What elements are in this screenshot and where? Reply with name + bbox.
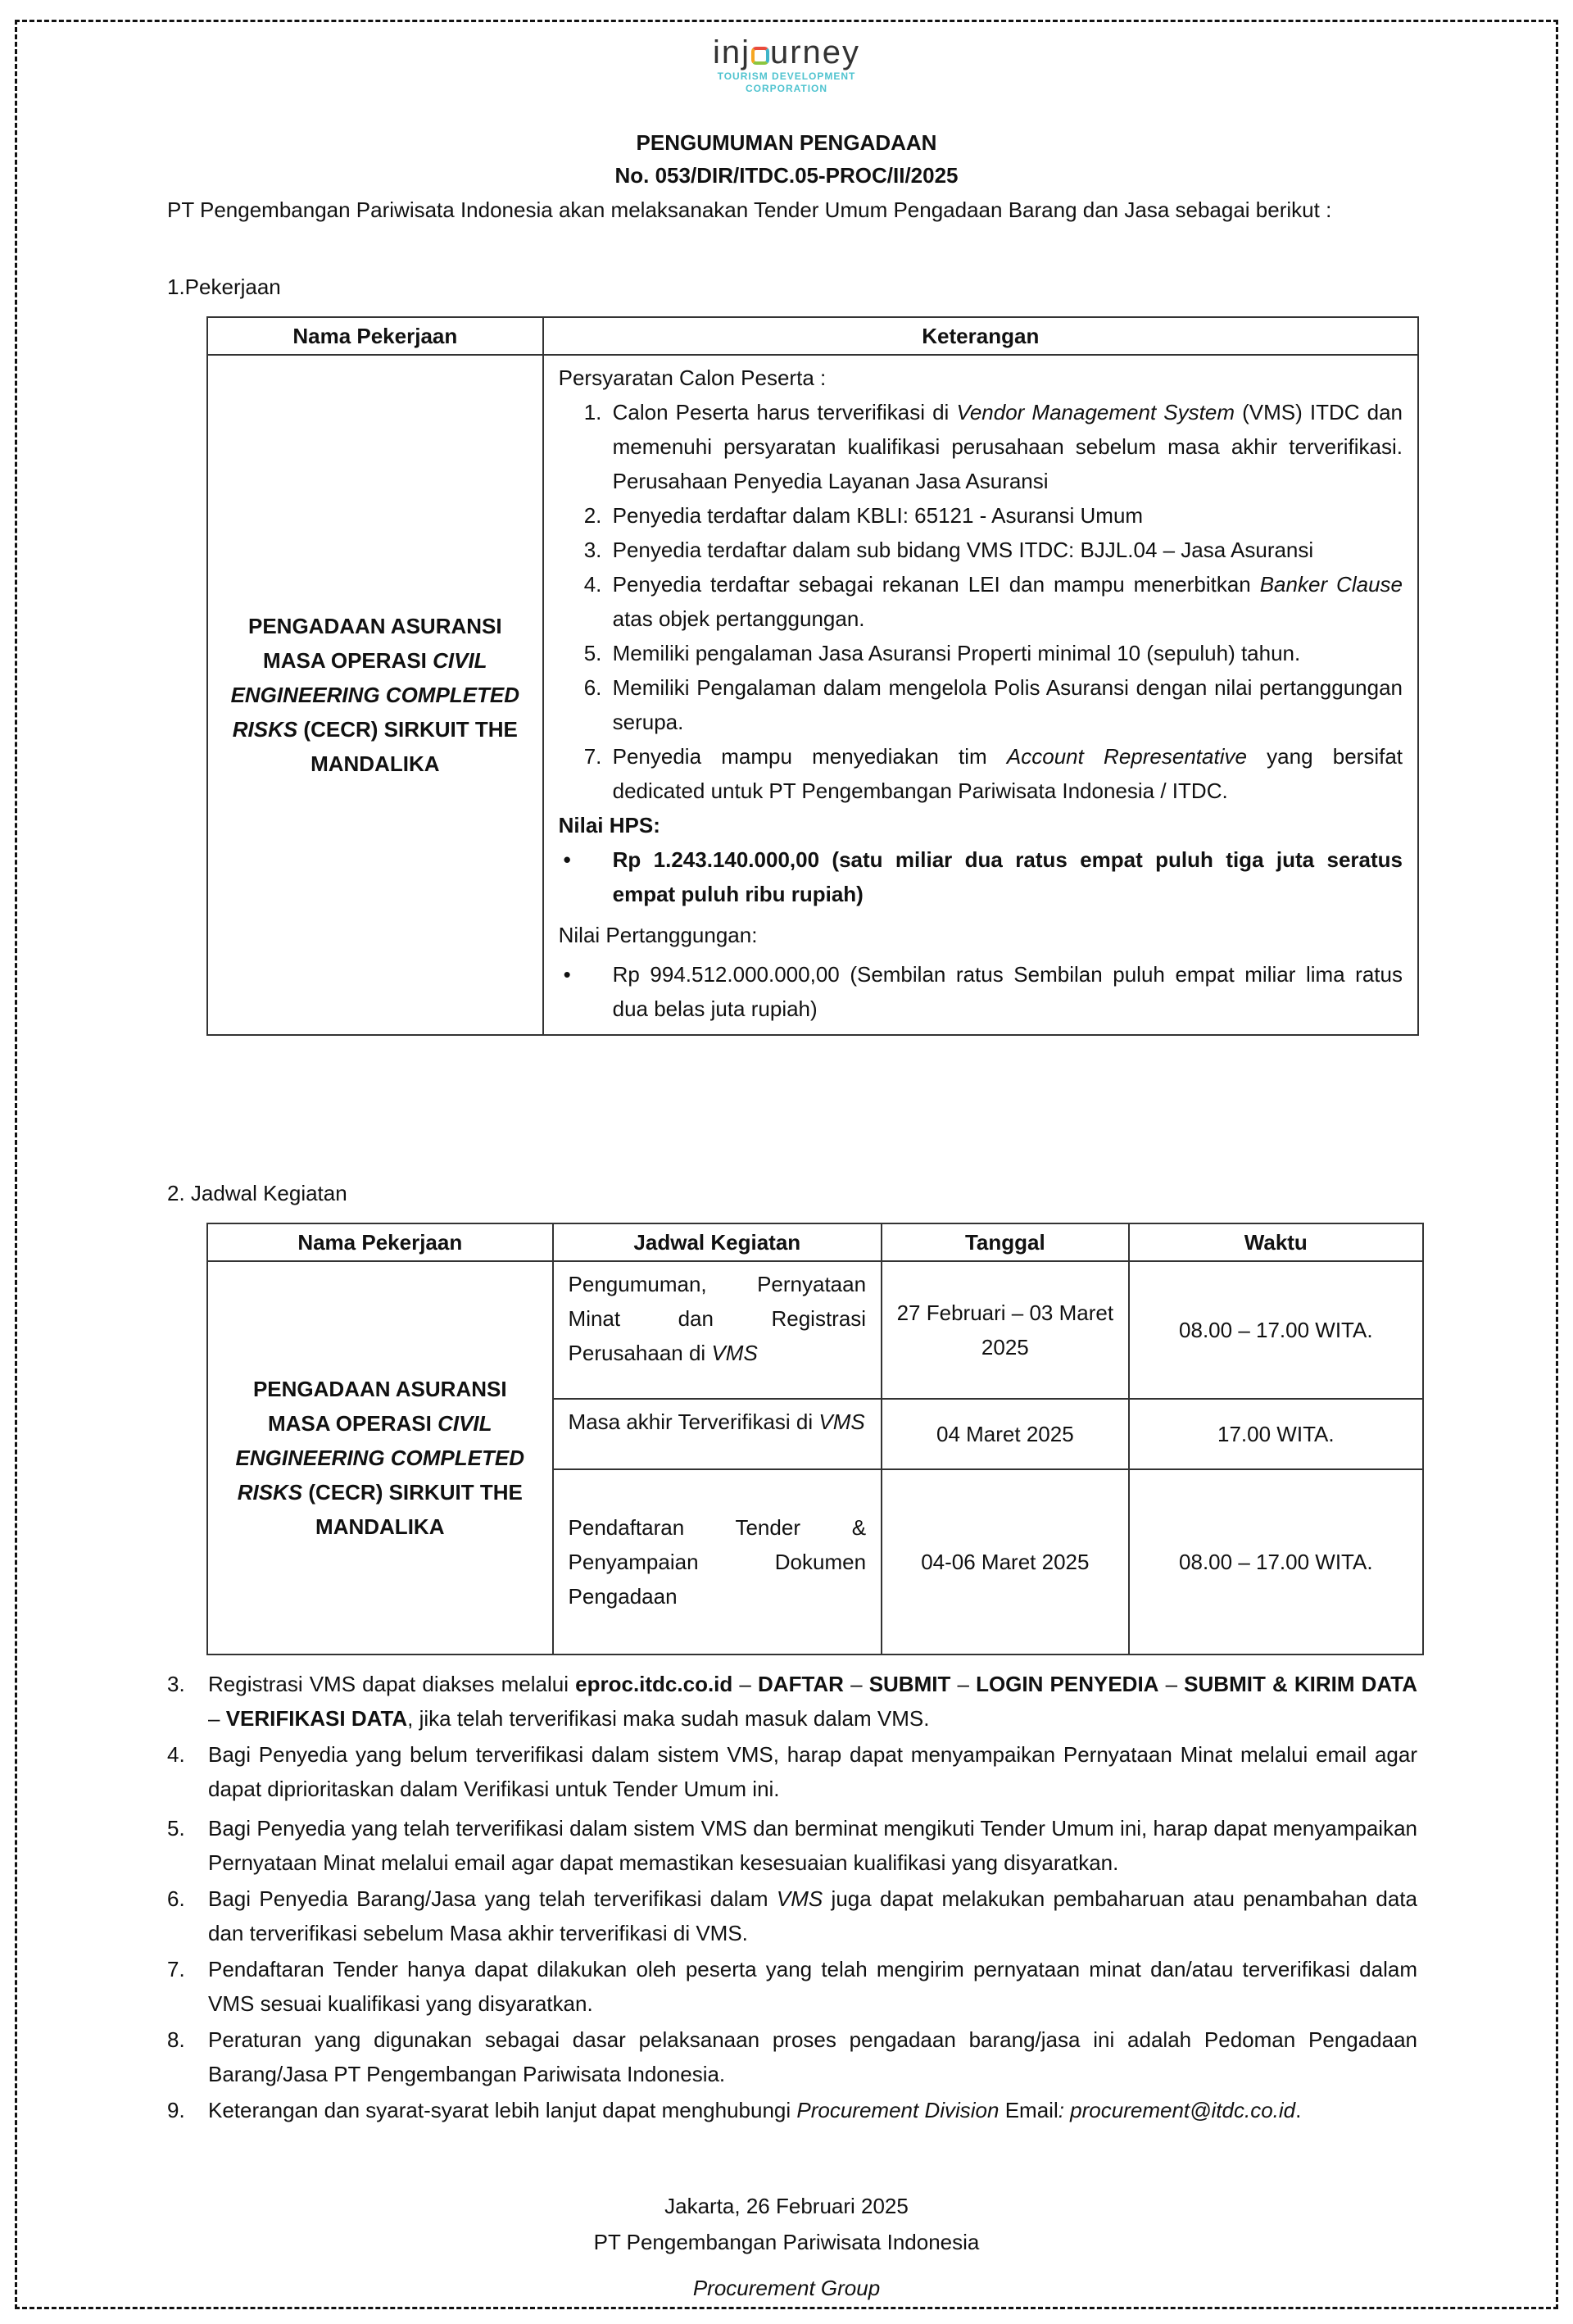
note-number: 6. bbox=[167, 1886, 185, 1911]
logo-subtitle-line1: TOURISM DEVELOPMENT bbox=[717, 70, 856, 82]
note-text: – bbox=[950, 1672, 977, 1696]
req-text: Penyedia mampu menyediakan tim bbox=[612, 744, 1007, 769]
column-header-tanggal: Tanggal bbox=[882, 1223, 1129, 1261]
note-text: – bbox=[843, 1672, 869, 1696]
note-text: Registrasi VMS dapat diakses melalui bbox=[208, 1672, 576, 1696]
job-name-part2: (CECR) SIRKUIT THE MANDALIKA bbox=[302, 1480, 523, 1539]
hps-list bbox=[559, 842, 1403, 911]
note-item bbox=[167, 2022, 1417, 2091]
signature-place-date: Jakarta, 26 Februari 2025 bbox=[664, 2194, 909, 2218]
req-text: Penyedia terdaftar dalam sub bidang VMS ITDC: BJJL.04 – Jasa Asuransi bbox=[612, 538, 1314, 562]
bullet-icon: • bbox=[563, 847, 571, 872]
section-2-heading: 2. Jadwal Kegiatan bbox=[167, 1181, 347, 1205]
req-italic: Vendor Management System bbox=[956, 400, 1235, 424]
requirement-item bbox=[608, 636, 1403, 670]
req-text: Memiliki pengalaman Jasa Asuransi Properti minimal 10 (sepuluh) tahun. bbox=[612, 641, 1301, 665]
eproc-link[interactable]: eproc.itdc.co.id bbox=[575, 1672, 733, 1696]
step-verifikasi-data: VERIFIKASI DATA bbox=[225, 1706, 408, 1731]
req-text: (VMS) ITDC dan memenuhi persyaratan kualifikasi perusahaan sebelum masa akhir terverifikasi. Perusahaan Penyedia Layanan Jasa Asuransi bbox=[612, 400, 1403, 493]
signature-unit: Procurement Group bbox=[692, 2276, 881, 2300]
activity-text: Pengumuman, Pernyataan Minat dan Registrasi Perusahaan di bbox=[568, 1272, 867, 1365]
procurement-email-link[interactable]: : procurement@itdc.co.id bbox=[1058, 2098, 1296, 2122]
requirement-item bbox=[608, 498, 1403, 533]
note-text: . bbox=[1295, 2098, 1302, 2122]
signature-company: PT Pengembangan Pariwisata Indonesia bbox=[593, 2230, 980, 2254]
injourney-logo bbox=[688, 34, 885, 95]
activity-text: Masa akhir Terverifikasi di bbox=[568, 1409, 819, 1434]
activity-cell bbox=[553, 1469, 882, 1654]
date-cell: 27 Februari – 03 Maret 2025 bbox=[882, 1261, 1129, 1399]
requirement-item bbox=[608, 567, 1403, 636]
bullet-icon: • bbox=[563, 962, 571, 987]
note-text: Bagi Penyedia Barang/Jasa yang telah terverifikasi dalam bbox=[208, 1886, 777, 1911]
requirements-cell bbox=[543, 355, 1418, 1035]
req-text: yang bersifat dedicated untuk PT Pengembangan Pariwisata Indonesia / ITDC. bbox=[612, 744, 1403, 803]
job-name-italic: CIVIL ENGINEERING COMPLETED RISKS bbox=[230, 648, 520, 742]
coverage-value-text: Rp 994.512.000.000,00 (Sembilan ratus Sembilan puluh empat miliar lima ratus dua belas juta rupiah) bbox=[612, 962, 1403, 1021]
step-submit: SUBMIT bbox=[868, 1672, 951, 1696]
hps-label: Nilai HPS: bbox=[558, 813, 660, 837]
coverage-list bbox=[559, 957, 1403, 1026]
note-text: Pendaftaran Tender hanya dapat dilakukan oleh peserta yang telah mengirim pernyataan minat dan/atau terverifikasi dalam VMS sesuai kualifikasi yang disyaratkan. bbox=[208, 1957, 1417, 2016]
job-requirements-table bbox=[206, 316, 1419, 1036]
step-login-penyedia: LOGIN PENYEDIA bbox=[976, 1672, 1159, 1696]
job-name-part2: (CECR) SIRKUIT THE MANDALIKA bbox=[297, 717, 518, 776]
req-text: Calon Peserta harus terverifikasi di bbox=[612, 400, 957, 424]
time-cell: 17.00 WITA. bbox=[1129, 1399, 1423, 1469]
logo-colored-ring-icon bbox=[751, 47, 769, 65]
hps-value-text: Rp 1.243.140.000,00 (satu miliar dua ratus empat puluh tiga juta seratus empat puluh ribu rupiah) bbox=[612, 847, 1403, 906]
note-number: 8. bbox=[167, 2027, 185, 2052]
coverage-label: Nilai Pertanggungan: bbox=[558, 923, 758, 947]
job-name-cell bbox=[207, 355, 543, 1035]
hps-value bbox=[563, 842, 1403, 911]
date-cell: 04-06 Maret 2025 bbox=[882, 1469, 1129, 1654]
logo-wordmark-pre: inj bbox=[712, 34, 750, 70]
note-number: 3. bbox=[167, 1672, 185, 1696]
requirements-list bbox=[559, 395, 1403, 808]
note-number: 5. bbox=[167, 1816, 185, 1841]
notes-list bbox=[167, 1667, 1417, 2129]
column-header-nama-pekerjaan: Nama Pekerjaan bbox=[207, 1223, 553, 1261]
note-text: Bagi Penyedia yang belum terverifikasi dalam sistem VMS, harap dapat menyampaikan Pernyataan Minat melalui email agar dapat diprioritaskan dalam Verifikasi untuk Tender Umum ini. bbox=[208, 1742, 1417, 1801]
column-header-nama-pekerjaan: Nama Pekerjaan bbox=[207, 317, 543, 355]
note-text: Email bbox=[999, 2098, 1058, 2122]
req-text: atas objek pertanggungan. bbox=[612, 606, 865, 631]
note-item bbox=[167, 1952, 1417, 2021]
step-daftar: DAFTAR bbox=[758, 1672, 844, 1696]
requirements-label: Persyaratan Calon Peserta : bbox=[558, 365, 827, 390]
logo-wordmark bbox=[688, 34, 885, 70]
requirement-item bbox=[608, 739, 1403, 808]
table-row bbox=[207, 355, 1418, 1035]
job-name-italic: CIVIL ENGINEERING COMPLETED RISKS bbox=[235, 1411, 524, 1505]
column-header-waktu: Waktu bbox=[1129, 1223, 1423, 1261]
requirement-item bbox=[608, 395, 1403, 498]
note-number: 7. bbox=[167, 1957, 185, 1981]
note-item bbox=[167, 1811, 1417, 1880]
note-text: , jika telah terverifikasi maka sudah masuk dalam VMS. bbox=[407, 1706, 930, 1731]
note-italic: Procurement Division bbox=[796, 2098, 1000, 2122]
note-item bbox=[167, 1737, 1417, 1806]
note-item bbox=[167, 1881, 1417, 1950]
logo-wordmark-post: urney bbox=[769, 34, 861, 70]
table-row bbox=[207, 1261, 1423, 1399]
step-submit-kirim-data: SUBMIT & KIRIM DATA bbox=[1184, 1672, 1417, 1696]
schedule-table bbox=[206, 1223, 1424, 1655]
column-header-keterangan: Keterangan bbox=[543, 317, 1418, 355]
note-text: Keterangan dan syarat-syarat lebih lanjut dapat menghubungi bbox=[208, 2098, 797, 2122]
note-text: – bbox=[208, 1706, 226, 1731]
activity-text: Pendaftaran Tender & Penyampaian Dokumen Pengadaan bbox=[568, 1515, 867, 1609]
coverage-value bbox=[563, 957, 1403, 1026]
section-1-heading: 1.Pekerjaan bbox=[167, 275, 281, 299]
date-cell: 04 Maret 2025 bbox=[882, 1399, 1129, 1469]
logo-subtitle-line2: CORPORATION bbox=[745, 83, 828, 94]
activity-italic: VMS bbox=[711, 1341, 758, 1365]
note-number: 4. bbox=[167, 1742, 185, 1767]
note-text: – bbox=[732, 1672, 759, 1696]
table-header-row bbox=[207, 1223, 1423, 1261]
req-text: Penyedia terdaftar dalam KBLI: 65121 - Asuransi Umum bbox=[612, 503, 1144, 528]
table-header-row bbox=[207, 317, 1418, 355]
job-name-cell bbox=[207, 1261, 553, 1654]
job-name-part1: PENGADAAN ASURANSI MASA OPERASI bbox=[247, 614, 502, 673]
announcement-title: PENGUMUMAN PENGADAAN bbox=[636, 130, 937, 155]
job-name-part1: PENGADAAN ASURANSI MASA OPERASI bbox=[252, 1377, 507, 1436]
intro-paragraph: PT Pengembangan Pariwisata Indonesia akan melaksanakan Tender Umum Pengadaan Barang dan Jasa sebagai berikut : bbox=[167, 197, 1332, 222]
req-text: Memiliki Pengalaman dalam mengelola Polis Asuransi dengan nilai pertanggungan serupa. bbox=[612, 675, 1403, 734]
note-number: 9. bbox=[167, 2098, 185, 2122]
req-italic: Banker Clause bbox=[1259, 572, 1403, 597]
time-cell: 08.00 – 17.00 WITA. bbox=[1129, 1469, 1423, 1654]
note-item bbox=[167, 1667, 1417, 1736]
column-header-jadwal-kegiatan: Jadwal Kegiatan bbox=[553, 1223, 882, 1261]
note-item bbox=[167, 2093, 1417, 2127]
requirement-item bbox=[608, 533, 1403, 567]
note-italic: VMS bbox=[776, 1886, 823, 1911]
time-cell: 08.00 – 17.00 WITA. bbox=[1129, 1261, 1423, 1399]
note-text: Bagi Penyedia yang telah terverifikasi dalam sistem VMS dan berminat mengikuti Tender Umum ini, harap dapat menyampaikan Pernyataan Minat melalui email agar dapat memastikan kesesuaian kualifikasi yang disyaratkan. bbox=[208, 1816, 1417, 1875]
announcement-number: No. 053/DIR/ITDC.05-PROC/II/2025 bbox=[614, 163, 959, 188]
note-text: juga dapat melakukan pembaharuan atau penambahan data dan terverifikasi sebelum Masa akhir terverifikasi di VMS. bbox=[208, 1886, 1417, 1945]
req-text: Penyedia terdaftar sebagai rekanan LEI dan mampu menerbitkan bbox=[612, 572, 1260, 597]
note-text: – bbox=[1158, 1672, 1185, 1696]
requirement-item bbox=[608, 670, 1403, 739]
activity-cell bbox=[553, 1261, 882, 1399]
note-text: Peraturan yang digunakan sebagai dasar pelaksanaan proses pengadaan barang/jasa ini adalah Pedoman Pengadaan Barang/Jasa PT Pengembangan Pariwisata Indonesia. bbox=[208, 2027, 1417, 2086]
activity-italic: VMS bbox=[818, 1409, 865, 1434]
req-italic: Account Representative bbox=[1006, 744, 1247, 769]
activity-cell bbox=[553, 1399, 882, 1469]
